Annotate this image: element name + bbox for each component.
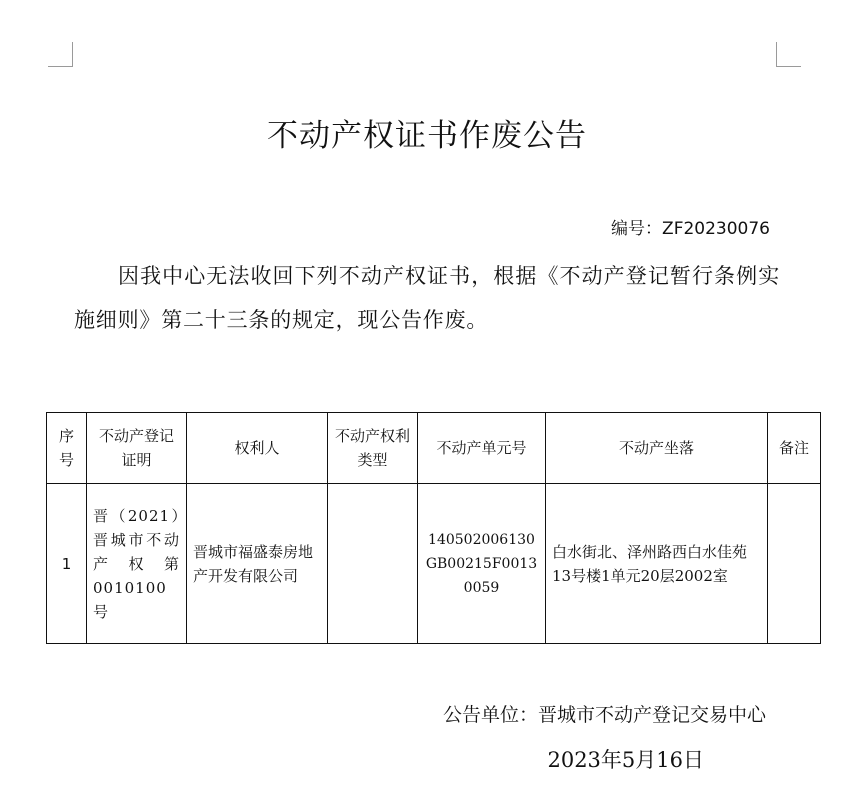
header-index: 序号 (47, 413, 87, 484)
cell-unit-number: 140502006130GB00215F00130059 (418, 484, 546, 644)
header-location: 不动产坐落 (546, 413, 768, 484)
cell-right-type (328, 484, 418, 644)
header-unit-number: 不动产单元号 (418, 413, 546, 484)
notice-body: 因我中心无法收回下列不动产权证书，根据《不动产登记暂行条例实施细则》第二十三条的规定，现公告作废。 (74, 264, 780, 332)
header-right-type: 不动产权利类型 (328, 413, 418, 484)
cell-certificate: 晋（2021）晋城市不动产权第0010100号 (87, 484, 187, 644)
cell-index: 1 (47, 484, 87, 644)
table-header-row (47, 413, 821, 484)
issuing-unit: 公告单位：晋城市不动产登记交易中心 (442, 704, 766, 726)
cell-location: 白水街北、泽州路西白水佳苑13号楼1单元20层2002室 (546, 484, 768, 644)
document-number: 编号：ZF20230076 (611, 219, 770, 239)
table-row (47, 484, 821, 644)
cancellation-table (46, 412, 821, 644)
header-owner: 权利人 (187, 413, 328, 484)
header-note: 备注 (768, 413, 821, 484)
cell-note (768, 484, 821, 644)
header-certificate: 不动产登记证明 (87, 413, 187, 484)
issue-date: 2023年5月16日 (547, 748, 704, 772)
page-title: 不动产权证书作废公告 (267, 118, 587, 154)
cell-owner: 晋城市福盛泰房地产开发有限公司 (187, 484, 328, 644)
